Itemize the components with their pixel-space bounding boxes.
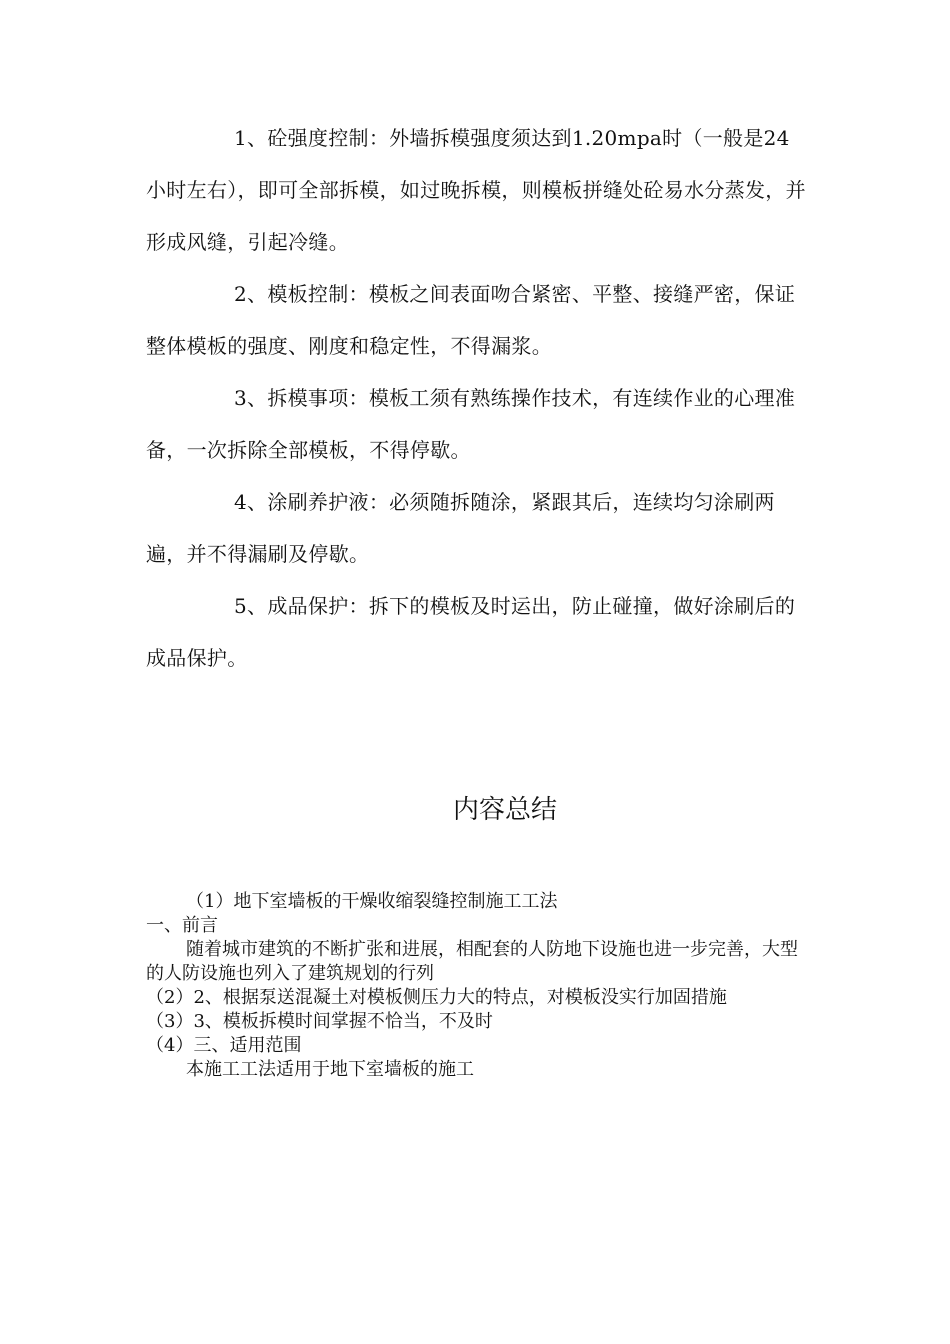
summary-title: 内容总结 [452,795,557,825]
paragraph-curing-liquid [146,476,806,580]
summary-line: 一、前言 [146,915,218,936]
paragraph-product-protection [146,580,806,684]
summary-line: （4）三、适用范围 [146,1035,302,1056]
summary-line: （2）2、根据泵送混凝土对模板侧压力大的特点，对模板没实行加固措施 [146,987,727,1008]
paragraph-concrete-strength [146,112,806,268]
summary-block [146,890,806,1082]
summary-line: （1）地下室墙板的干燥收缩裂缝控制施工工法 [186,891,558,912]
summary-line: 本施工工法适用于地下室墙板的施工 [186,1059,474,1080]
paragraph-text: 4、涂刷养护液：必须随拆随涂，紧跟其后，连续均匀涂刷两遍，并不得漏刷及停歇。 [146,490,775,566]
paragraph-text: 2、模板控制：模板之间表面吻合紧密、平整、接缝严密，保证整体模板的强度、刚度和稳定性，不得漏浆。 [146,282,796,358]
paragraph-text: 1、砼强度控制：外墙拆模强度须达到1.20mpa时（一般是24小时左右），即可全部拆模，如过晚拆模，则模板拼缝处砼易水分蒸发，并形成风缝，引起冷缝。 [146,126,806,254]
paragraph-text: 5、成品保护：拆下的模板及时运出，防止碰撞，做好涂刷后的成品保护。 [146,594,796,670]
summary-line: （3）3、模板拆模时间掌握不恰当，不及时 [146,1011,493,1032]
paragraph-formwork-control [146,268,806,372]
paragraph-demolding-matters [146,372,806,476]
summary-line: 随着城市建筑的不断扩张和进展，相配套的人防地下设施也进一步完善，大型的人防设施也列入了建筑规划的行列 [146,939,798,984]
paragraph-text: 3、拆模事项：模板工须有熟练操作技术，有连续作业的心理准备，一次拆除全部模板，不得停歇。 [146,386,796,462]
